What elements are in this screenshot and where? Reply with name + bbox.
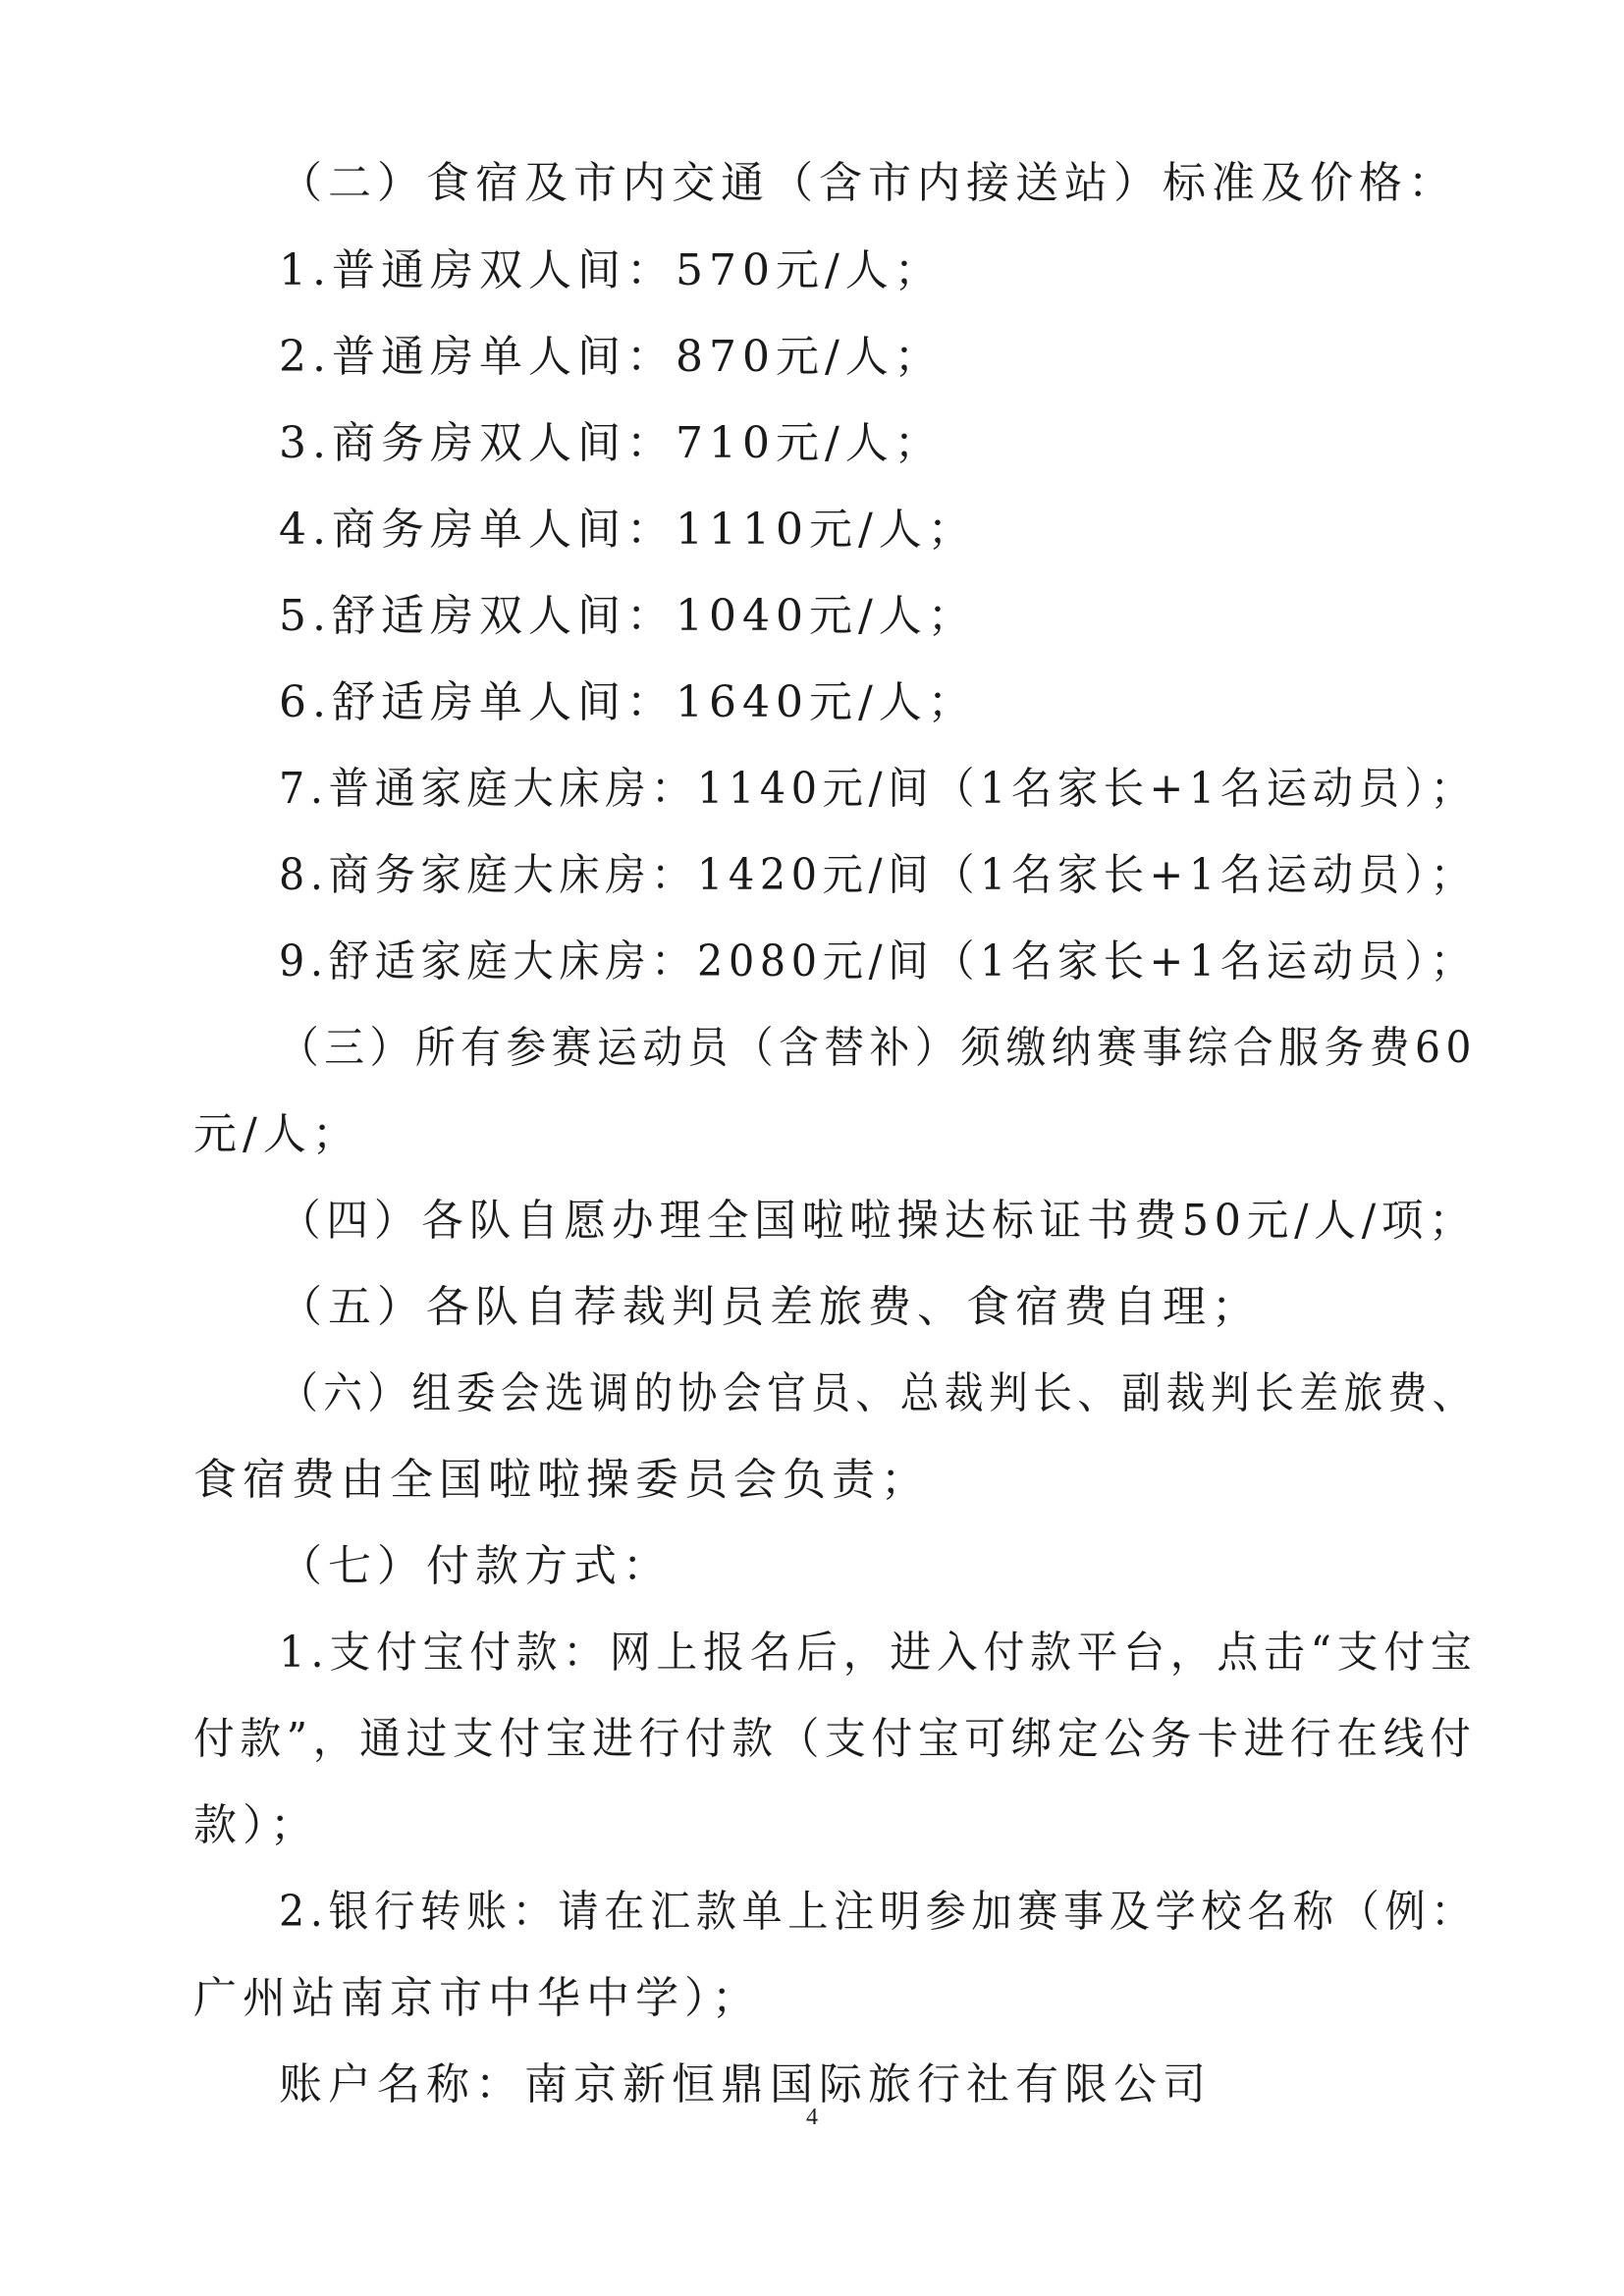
paragraph-official-cost: （六）组委会选调的协会官员、总裁判长、副裁判长差旅费、 xyxy=(279,1368,1477,1418)
paragraph-certificate-fee: （四）各队自愿办理全国啦啦操达标证书费50元/人/项； xyxy=(279,1196,1477,1246)
account-name: 账户名称：南京新恒鼎国际旅行社有限公司 xyxy=(279,2059,1212,2109)
price-item: 3.商务房双人间：710元/人； xyxy=(279,418,944,468)
price-item: 7.普通家庭大床房：1140元/间（1名家长+1名运动员）； xyxy=(279,764,1477,814)
payment-alipay-cont: 款）； xyxy=(193,1800,319,1850)
paragraph-service-fee-cont: 元/人； xyxy=(193,1109,361,1159)
page-number: 4 xyxy=(806,2105,818,2130)
paragraph-official-cost-cont: 食宿费由全国啦啦操委员会负责； xyxy=(193,1455,930,1505)
price-item: 8.商务家庭大床房：1420元/间（1名家长+1名运动员）； xyxy=(279,850,1477,900)
price-item: 1.普通房双人间：570元/人； xyxy=(279,245,944,295)
price-item: 6.舒适房单人间：1640元/人； xyxy=(279,677,977,727)
paragraph-service-fee: （三）所有参赛运动员（含替补）须缴纳赛事综合服务费60 xyxy=(279,1023,1477,1073)
price-item: 2.普通房单人间：870元/人； xyxy=(279,332,944,382)
payment-bank-transfer-cont: 广州站南京市中华中学）； xyxy=(193,1973,761,2023)
payment-alipay: 1.支付宝付款：网上报名后，进入付款平台，点击“支付宝 xyxy=(279,1628,1478,1678)
payment-alipay-cont: 付款”，通过支付宝进行付款（支付宝可绑定公务卡进行在线付 xyxy=(193,1714,1477,1764)
section-heading-payment: （七）付款方式： xyxy=(279,1541,672,1591)
price-item: 5.舒适房双人间：1040元/人； xyxy=(279,591,977,641)
paragraph-referee-cost: （五）各队自荐裁判员差旅费、食宿费自理； xyxy=(279,1282,1261,1332)
section-heading-accommodation: （二）食宿及市内交通（含市内接送站）标准及价格： xyxy=(279,158,1457,208)
payment-bank-transfer: 2.银行转账：请在汇款单上注明参加赛事及学校名称（例： xyxy=(279,1887,1478,1937)
price-item: 4.商务房单人间：1110元/人； xyxy=(279,505,977,555)
price-item: 9.舒适家庭大床房：2080元/间（1名家长+1名运动员）； xyxy=(279,936,1477,987)
